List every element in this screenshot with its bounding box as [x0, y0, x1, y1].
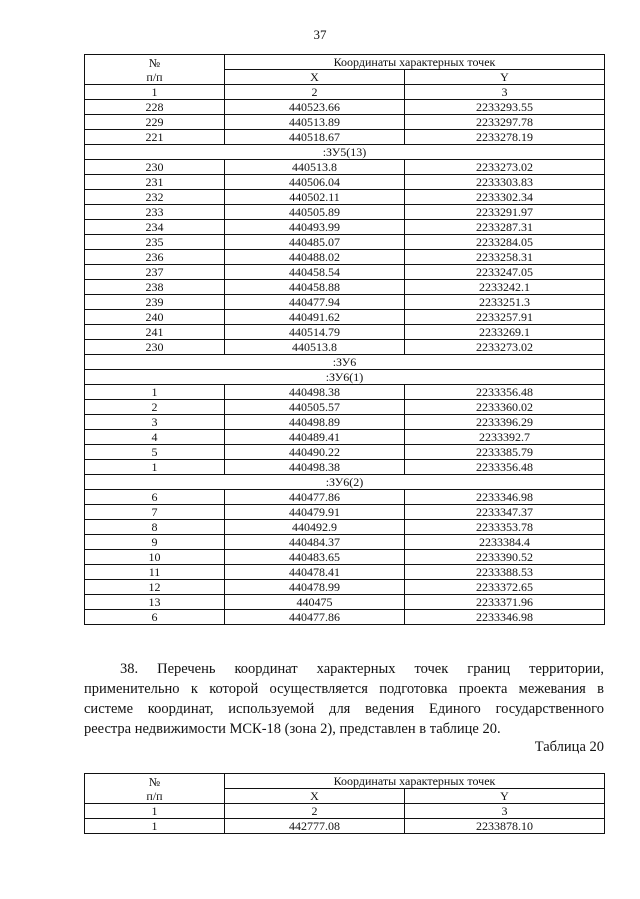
coord-x: 440513.8 [225, 340, 405, 355]
coord-y: 2233291.97 [405, 205, 605, 220]
coord-x: 440498.89 [225, 415, 405, 430]
table-row [85, 130, 605, 145]
table-row [85, 190, 605, 205]
header-num-cell [85, 774, 225, 804]
point-number: 221 [85, 130, 225, 145]
table-row [85, 235, 605, 250]
coord-x: 440477.86 [225, 490, 405, 505]
coord-x: 440506.04 [225, 175, 405, 190]
header-pp-label: п/п [146, 69, 163, 84]
header-row [85, 774, 605, 789]
table-row [85, 535, 605, 550]
coord-y: 2233385.79 [405, 445, 605, 460]
table-row [85, 295, 605, 310]
coord-x: 440477.94 [225, 295, 405, 310]
point-number: 12 [85, 580, 225, 595]
coord-x: 440485.07 [225, 235, 405, 250]
header-pp-label: п/п [146, 788, 163, 803]
table-row [85, 250, 605, 265]
section-row [85, 370, 605, 385]
coord-x: 440483.65 [225, 550, 405, 565]
coord-x: 442777.08 [225, 819, 405, 834]
table-row [85, 400, 605, 415]
coord-x: 440518.67 [225, 130, 405, 145]
paragraph-line: применительно к которой осуществляется подготовка проекта межевания в [84, 681, 604, 697]
table-row [85, 415, 605, 430]
table-20 [84, 773, 605, 834]
coord-y: 2233346.98 [405, 490, 605, 505]
index-row [85, 85, 605, 100]
table-row [85, 115, 605, 130]
coord-x: 440458.88 [225, 280, 405, 295]
header-num-label: № [148, 55, 161, 70]
index-cell: 2 [225, 804, 405, 819]
table-row [85, 265, 605, 280]
point-number: 228 [85, 100, 225, 115]
coord-y: 2233242.1 [405, 280, 605, 295]
coord-y: 2233273.02 [405, 340, 605, 355]
coord-y: 2233303.83 [405, 175, 605, 190]
coord-y: 2233293.55 [405, 100, 605, 115]
section-label: :ЗУ6(2) [85, 475, 605, 490]
point-number: 238 [85, 280, 225, 295]
table-row [85, 385, 605, 400]
coord-y: 2233384.4 [405, 535, 605, 550]
section-38-paragraph [84, 659, 604, 739]
point-number: 231 [85, 175, 225, 190]
point-number: 229 [85, 115, 225, 130]
point-number: 6 [85, 490, 225, 505]
coord-y: 2233278.19 [405, 130, 605, 145]
coord-y: 2233372.65 [405, 580, 605, 595]
coord-x: 440458.54 [225, 265, 405, 280]
coord-y: 2233347.37 [405, 505, 605, 520]
coord-y: 2233360.02 [405, 400, 605, 415]
point-number: 241 [85, 325, 225, 340]
coord-y: 2233287.31 [405, 220, 605, 235]
header-x: X [225, 789, 405, 804]
coord-y: 2233284.05 [405, 235, 605, 250]
coord-x: 440523.66 [225, 100, 405, 115]
header-num-cell [85, 55, 225, 85]
section-label: :ЗУ5(13) [85, 145, 605, 160]
section-row [85, 475, 605, 490]
point-number: 2 [85, 400, 225, 415]
paragraph-line: системе координат, используемой для ведения Единого государственного [84, 701, 604, 717]
coord-x: 440477.86 [225, 610, 405, 625]
point-number: 233 [85, 205, 225, 220]
table-row [85, 490, 605, 505]
coord-y: 2233396.29 [405, 415, 605, 430]
coord-x: 440488.02 [225, 250, 405, 265]
coord-x: 440484.37 [225, 535, 405, 550]
coord-x: 440514.79 [225, 325, 405, 340]
coord-x: 440491.62 [225, 310, 405, 325]
coord-y: 2233356.48 [405, 385, 605, 400]
table-row [85, 550, 605, 565]
coord-y: 2233258.31 [405, 250, 605, 265]
coord-y: 2233247.05 [405, 265, 605, 280]
point-number: 4 [85, 430, 225, 445]
table-row [85, 310, 605, 325]
index-cell: 2 [225, 85, 405, 100]
header-x: X [225, 70, 405, 85]
index-cell: 3 [405, 804, 605, 819]
point-number: 232 [85, 190, 225, 205]
point-number: 230 [85, 340, 225, 355]
index-cell: 3 [405, 85, 605, 100]
coord-y: 2233388.53 [405, 565, 605, 580]
coord-y: 2233878.10 [405, 819, 605, 834]
point-number: 9 [85, 535, 225, 550]
section-label: :ЗУ6 [85, 355, 605, 370]
paragraph-line: реестра недвижимости МСК-18 (зона 2), представлен в таблице 20. [84, 721, 501, 737]
coord-y: 2233302.34 [405, 190, 605, 205]
header-row [85, 55, 605, 70]
table-row [85, 325, 605, 340]
table-row [85, 340, 605, 355]
table-row [85, 445, 605, 460]
point-number: 1 [85, 385, 225, 400]
coord-y: 2233390.52 [405, 550, 605, 565]
coord-y: 2233273.02 [405, 160, 605, 175]
table-row [85, 100, 605, 115]
point-number: 234 [85, 220, 225, 235]
coord-y: 2233371.96 [405, 595, 605, 610]
coord-x: 440478.41 [225, 565, 405, 580]
point-number: 235 [85, 235, 225, 250]
coord-x: 440498.38 [225, 460, 405, 475]
coord-y: 2233251.3 [405, 295, 605, 310]
point-number: 5 [85, 445, 225, 460]
coord-y: 2233346.98 [405, 610, 605, 625]
coord-x: 440513.8 [225, 160, 405, 175]
coord-x: 440502.11 [225, 190, 405, 205]
point-number: 7 [85, 505, 225, 520]
index-cell: 1 [85, 804, 225, 819]
point-number: 239 [85, 295, 225, 310]
coord-x: 440479.91 [225, 505, 405, 520]
index-cell: 1 [85, 85, 225, 100]
point-number: 230 [85, 160, 225, 175]
table-row [85, 460, 605, 475]
point-number: 6 [85, 610, 225, 625]
index-row [85, 804, 605, 819]
coord-y: 2233297.78 [405, 115, 605, 130]
coord-y: 2233392.7 [405, 430, 605, 445]
point-number: 237 [85, 265, 225, 280]
coord-x: 440505.89 [225, 205, 405, 220]
page-number: 37 [313, 27, 327, 42]
coord-x: 440498.38 [225, 385, 405, 400]
header-y: Y [405, 70, 605, 85]
header-num-label: № [148, 774, 161, 789]
table-row [85, 520, 605, 535]
point-number: 1 [85, 819, 225, 834]
table-row [85, 610, 605, 625]
point-number: 236 [85, 250, 225, 265]
table-row [85, 205, 605, 220]
table-row [85, 430, 605, 445]
table-row [85, 280, 605, 295]
section-row [85, 355, 605, 370]
coord-y: 2233353.78 [405, 520, 605, 535]
coord-x: 440493.99 [225, 220, 405, 235]
coord-x: 440490.22 [225, 445, 405, 460]
table-row [85, 819, 605, 834]
point-number: 11 [85, 565, 225, 580]
coord-x: 440492.9 [225, 520, 405, 535]
header-coords-title: Координаты характерных точек [225, 774, 605, 789]
coord-x: 440489.41 [225, 430, 405, 445]
point-number: 1 [85, 460, 225, 475]
coord-x: 440478.99 [225, 580, 405, 595]
point-number: 8 [85, 520, 225, 535]
section-row [85, 145, 605, 160]
coord-y: 2233257.91 [405, 310, 605, 325]
point-number: 240 [85, 310, 225, 325]
coord-x: 440513.89 [225, 115, 405, 130]
table-row [85, 565, 605, 580]
table-row [85, 595, 605, 610]
section-label: :ЗУ6(1) [85, 370, 605, 385]
table-20-caption: Таблица 20 [534, 739, 604, 755]
table-row [85, 160, 605, 175]
point-number: 13 [85, 595, 225, 610]
coord-x: 440505.57 [225, 400, 405, 415]
paragraph-line: 38. Перечень координат характерных точек границ территории, [120, 661, 604, 677]
header-y: Y [405, 789, 605, 804]
point-number: 3 [85, 415, 225, 430]
header-coords-title: Координаты характерных точек [225, 55, 605, 70]
coord-y: 2233356.48 [405, 460, 605, 475]
table-row [85, 580, 605, 595]
coord-y: 2233269.1 [405, 325, 605, 340]
table-row [85, 220, 605, 235]
coordinates-table [84, 54, 605, 625]
table-row [85, 175, 605, 190]
coord-x: 440475 [225, 595, 405, 610]
table-row [85, 505, 605, 520]
point-number: 10 [85, 550, 225, 565]
